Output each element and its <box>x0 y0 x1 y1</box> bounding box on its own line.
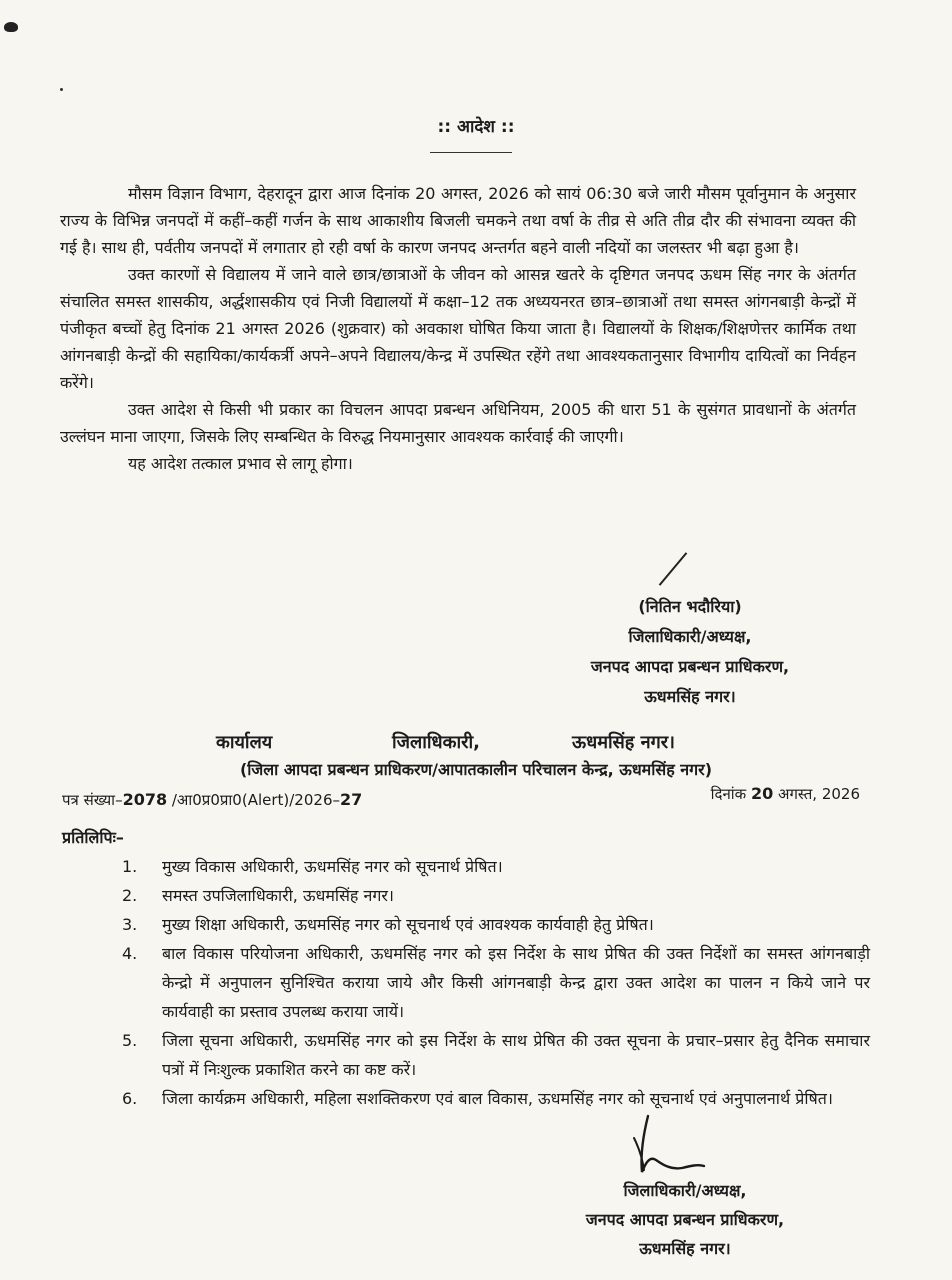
letter-number-ref: /आ0प्र0प्रा0(Alert)/2026– <box>167 791 340 809</box>
order-body <box>60 180 856 477</box>
office-designation: जिलाधिकारी, <box>392 732 480 753</box>
signatory-place: ऊधमसिंह नगर। <box>639 1239 731 1258</box>
letter-date-handwritten: 20 <box>750 784 774 803</box>
order-paragraph-2: उक्त कारणों से विद्यालय में जाने वाले छात्र/छात्राओं के जीवन को आसन्न खतरे के दृष्टिगत जनपद ऊधम सिंह नगर के अंतर्गत संचालित समस्त शासकीय, अर्द्धशासकीय एवं निजी विद्यालयों में कक्षा–12 तक अध्ययनरत छात्र–छात्राओं तथा समस्त आंगनबाड़ी केन्द्रों में पंजीकृत बच्चों हेतु दिनांक 21 अगस्त 2026 (शुक्रवार) को अवकाश घोषित किया जाता है। विद्यालयों के शिक्षक/शिक्षणेत्तर कार्मिक तथा आंगनबाड़ी केन्द्रों की सहायिका/कार्यकर्त्री अपने–अपने विद्यालय/केन्द्र में उपस्थित रहेंगे तथा आवश्यकतानुसार विभागीय दायित्वों का निर्वहन करेंगे। <box>60 265 856 392</box>
list-item-text: मुख्य विकास अधिकारी, ऊधमसिंह नगर को सूचनार्थ प्रेषित। <box>162 857 503 876</box>
letter-number-handwritten: 2078 <box>122 790 168 809</box>
signatory-authority: जनपद आपदा प्रबन्धन प्राधिकरण, <box>590 657 790 676</box>
order-signature-block <box>540 592 840 712</box>
letter-number-handwritten-2: 27 <box>339 790 363 809</box>
office-place: ऊधमसिंह नगर। <box>572 732 675 753</box>
list-item-number: 1. <box>122 857 138 876</box>
list-item-number: 6. <box>122 1089 138 1108</box>
letter-date <box>711 784 860 804</box>
signatory-name: (नितिन भदौरिया) <box>638 597 742 616</box>
copy-signature-block <box>520 1176 850 1263</box>
list-item-text: जिला सूचना अधिकारी, ऊधमसिंह नगर को इस निर्देश के साथ प्रेषित की उक्त सूचना के प्रचार–प्रसार हेतु दैनिक समाचार पत्रों में निःशुल्क प्रकाशित करने का कष्ट करें। <box>162 1031 870 1079</box>
list-item-text: जिला कार्यक्रम अधिकारी, महिला सशक्तिकरण एवं बाल विकास, ऊधमसिंह नगर को सूचनार्थ एवं अनुपालनार्थ प्रेषित। <box>162 1089 833 1108</box>
list-item-number: 4. <box>122 944 138 963</box>
signature-stroke-icon <box>659 552 688 585</box>
list-item-number: 3. <box>122 915 138 934</box>
signatory-authority: जनपद आपदा प्रबन्धन प्राधिकरण, <box>585 1210 785 1229</box>
list-item-text: समस्त उपजिलाधिकारी, ऊधमसिंह नगर। <box>162 886 394 905</box>
office-subtitle: (जिला आपदा प्रबन्धन प्राधिकरण/आपातकालीन परिचालन केन्द्र, ऊधमसिंह नगर) <box>239 760 713 779</box>
order-paragraph-4: यह आदेश तत्काल प्रभाव से लागू होगा। <box>128 454 353 473</box>
list-item <box>110 881 870 910</box>
scan-mark <box>4 22 18 32</box>
list-item <box>110 910 870 939</box>
list-item-text: मुख्य शिक्षा अधिकारी, ऊधमसिंह नगर को सूचनार्थ एवं आवश्यक कार्यवाही हेतु प्रेषित। <box>162 915 654 934</box>
letter-date-suffix: अगस्त, 2026 <box>773 785 860 803</box>
letter-date-prefix: दिनांक <box>710 785 751 803</box>
letter-number-prefix: पत्र संख्या– <box>62 791 123 809</box>
signatory-designation: जिलाधिकारी/अध्यक्ष, <box>623 1181 747 1200</box>
handwritten-signature-icon <box>620 1112 730 1182</box>
list-item-number: 2. <box>122 886 138 905</box>
heading-underline <box>430 152 512 153</box>
order-paragraph-1: मौसम विज्ञान विभाग, देहरादून द्वारा आज दिनांक 20 अगस्त, 2026 को सायं 06:30 बजे जारी मौसम पूर्वानुमान के अनुसार राज्य के विभिन्न जनपदों में कहीं–कहीं गर्जन के साथ आकाशीय बिजली चमकने तथा वर्षा के तीव्र से अति तीव्र दौर की संभावना व्यक्त की गई है। साथ ही, पर्वतीय जनपदों में लगातार हो रही वर्षा के कारण जनपद अन्तर्गत बहने वाली नदियों का जलस्तर भी बढ़ा हुआ है। <box>60 184 856 257</box>
scan-dot <box>60 88 63 91</box>
signatory-place: ऊधमसिंह नगर। <box>644 687 736 706</box>
list-item-text: बाल विकास परियोजना अधिकारी, ऊधमसिंह नगर को इस निर्देश के साथ प्रेषित की उक्त निर्देशों का समस्त आंगनबाड़ी केन्द्रो में अनुपालन सुनिश्चित कराया जाये और किसी आंगनबाड़ी केन्द्र द्वारा उक्त आदेश का पालन न किये जाने पर कार्यवाही का प्रस्ताव उपलब्ध कराया जायें। <box>162 944 870 1021</box>
letter-number <box>62 790 362 810</box>
list-item <box>110 1026 870 1084</box>
order-heading: :: आदेश :: <box>437 117 515 137</box>
copy-to-label: प्रतिलिपिः– <box>62 828 124 847</box>
list-item-number: 5. <box>122 1031 138 1050</box>
order-paragraph-3: उक्त आदेश से किसी भी प्रकार का विचलन आपदा प्रबन्धन अधिनियम, 2005 की धारा 51 के सुसंगत प्रावधानों के अंतर्गत उल्लंघन माना जाएगा, जिसके लिए सम्बन्धित के विरुद्ध नियमानुसार आवश्यक कार्रवाई की जाएगी। <box>60 400 856 446</box>
list-item <box>110 1084 870 1113</box>
signatory-designation: जिलाधिकारी/अध्यक्ष, <box>628 627 752 646</box>
office-word: कार्यालय <box>216 732 273 753</box>
list-item <box>110 852 870 881</box>
copy-to-list <box>110 852 870 1113</box>
list-item <box>110 939 870 1026</box>
